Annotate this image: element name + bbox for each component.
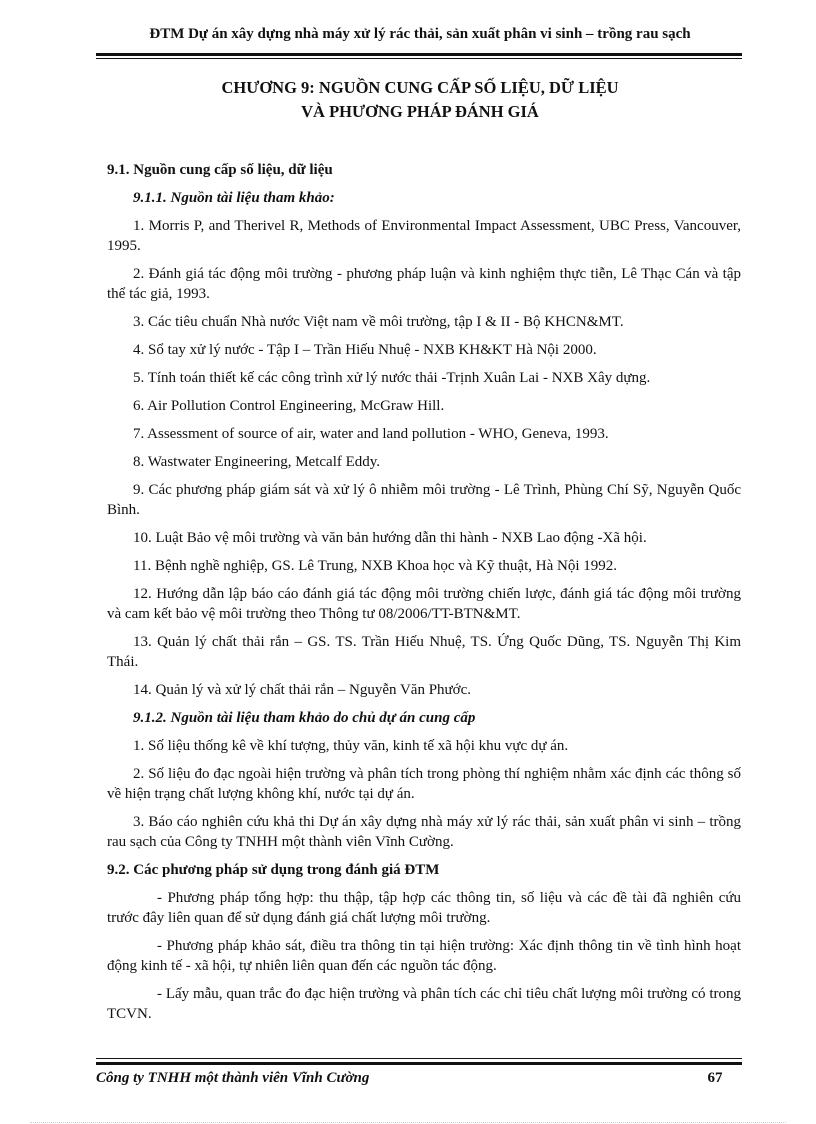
reference-item: 1. Morris P, and Therivel R, Methods of Environmental Impact Assessment, UBC Press, Vancouver, 1995.	[107, 218, 741, 254]
chapter-title	[96, 76, 744, 124]
reference-item: 7. Assessment of source of air, water and land pollution - WHO, Geneva, 1993.	[133, 426, 609, 442]
reference-item: 3. Các tiêu chuẩn Nhà nước Việt nam về môi trường, tập I & II - Bộ KHCN&MT.	[133, 314, 624, 330]
footer-rule-thick	[96, 1062, 742, 1065]
reference-item: 10. Luật Bảo vệ môi trường và văn bản hướng dẫn thi hành - NXB Lao động -Xã hội.	[133, 530, 647, 546]
reference-item: 4. Sổ tay xử lý nước - Tập I – Trần Hiếu Nhuệ - NXB KH&KT Hà Nội 2000.	[133, 342, 597, 358]
page-number: 67	[707, 1070, 723, 1086]
reference-item: 6. Air Pollution Control Engineering, McGraw Hill.	[133, 398, 445, 414]
source-item: 2. Số liệu đo đạc ngoài hiện trường và phân tích trong phòng thí nghiệm nhằm xác định các thông số về hiện trạng chất lượng không khí, nước tại dự án.	[107, 766, 741, 802]
method-paragraph: - Phương pháp tổng hợp: thu thập, tập hợp các thông tin, số liệu và các đề tài đã nghiên cứu trước đây liên quan để sử dụng đánh giá chất lượng môi trường.	[107, 890, 741, 926]
footer-company: Công ty TNHH một thành viên Vĩnh Cường	[96, 1070, 370, 1086]
header-rule-thin	[96, 58, 742, 59]
reference-item: 9. Các phương pháp giám sát và xử lý ô nhiễm môi trường - Lê Trình, Phùng Chí Sỹ, Nguyễn Quốc Bình.	[107, 482, 741, 518]
method-paragraph: - Phương pháp khảo sát, điều tra thông tin tại hiện trường: Xác định thông tin về tình hình hoạt động kinh tế - xã hội, tự nhiên liên quan đến các nguồn tác động.	[107, 938, 741, 974]
chapter-title-line2: VÀ PHƯƠNG PHÁP ĐÁNH GIÁ	[301, 102, 539, 121]
running-header: ĐTM Dự án xây dựng nhà máy xử lý rác thải, sản xuất phân vi sinh – trồng rau sạch	[149, 26, 691, 42]
reference-item: 14. Quản lý và xử lý chất thải rắn – Nguyễn Văn Phước.	[133, 682, 472, 698]
footer-rule-thin	[96, 1058, 742, 1059]
source-item: 3. Báo cáo nghiên cứu khả thi Dự án xây dựng nhà máy xử lý rác thải, sản xuất phân vi sinh – trồng rau sạch của Công ty TNHH một thành viên Vĩnh Cường.	[107, 814, 741, 850]
header-rule-thick	[96, 53, 742, 56]
section-9-1-1-heading: 9.1.1. Nguồn tài liệu tham khảo:	[133, 190, 335, 206]
section-9-1-2-heading: 9.1.2. Nguồn tài liệu tham khảo do chủ dự án cung cấp	[133, 710, 476, 726]
source-item: 1. Số liệu thống kê về khí tượng, thủy văn, kinh tế xã hội khu vực dự án.	[133, 738, 569, 754]
chapter-title-line1: CHƯƠNG 9: NGUỒN CUNG CẤP SỐ LIỆU, DỮ LIỆU	[221, 78, 619, 97]
method-paragraph: - Lấy mẫu, quan trắc đo đạc hiện trường và phân tích các chỉ tiêu chất lượng môi trường có trong TCVN.	[107, 986, 741, 1022]
reference-item: 13. Quản lý chất thải rắn – GS. TS. Trần Hiếu Nhuệ, TS. Ứng Quốc Dũng, TS. Nguyễn Thị Kim Thái.	[107, 634, 741, 670]
reference-item: 8. Wastwater Engineering, Metcalf Eddy.	[133, 454, 381, 470]
reference-item: 12. Hướng dẫn lập báo cáo đánh giá tác động môi trường chiến lược, đánh giá tác động môi trường và cam kết bảo vệ môi trường theo Thông tư 08/2006/TT-BTN&MT.	[107, 586, 741, 622]
section-9-1-heading: 9.1. Nguồn cung cấp số liệu, dữ liệu	[107, 162, 333, 178]
reference-item: 2. Đánh giá tác động môi trường - phương pháp luận và kinh nghiệm thực tiễn, Lê Thạc Cán và tập thể tác giả, 1993.	[107, 266, 741, 302]
section-9-2-heading: 9.2. Các phương pháp sử dụng trong đánh giá ĐTM	[107, 862, 440, 878]
page-content	[107, 160, 741, 1032]
reference-item: 11. Bệnh nghề nghiệp, GS. Lê Trung, NXB Khoa học và Kỹ thuật, Hà Nội 1992.	[133, 558, 617, 574]
reference-item: 5. Tính toán thiết kế các công trình xử lý nước thải -Trịnh Xuân Lai - NXB Xây dựng.	[133, 370, 651, 386]
